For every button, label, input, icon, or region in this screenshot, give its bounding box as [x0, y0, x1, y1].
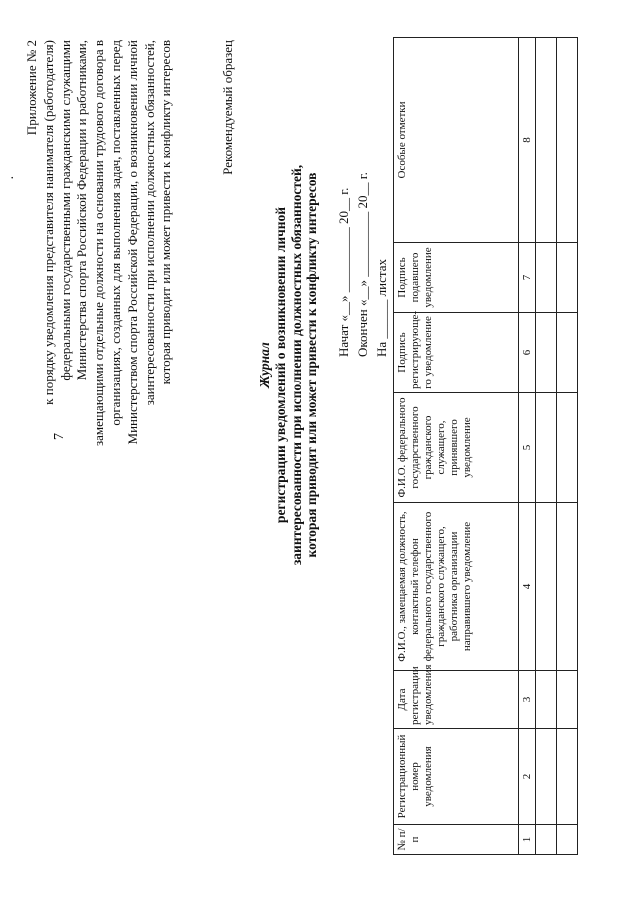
- journal-dates: [334, 172, 391, 357]
- table-cell: [557, 243, 578, 313]
- column-number: 1: [519, 825, 536, 855]
- table-header-cell: Подпись подавшего уведомление: [394, 243, 519, 313]
- journal-title: Журнал: [257, 342, 272, 388]
- journal-subtitle-line: которая приводит или может привести к конфликту интересов: [304, 172, 320, 558]
- table-header-cell: Регистрационный номер уведомления: [394, 729, 519, 825]
- column-number: 5: [519, 393, 536, 503]
- table-cell: [536, 313, 557, 393]
- journal-title-block: [257, 155, 320, 575]
- table-cell: [557, 729, 578, 825]
- table-cell: [536, 671, 557, 729]
- table-cell: [557, 503, 578, 671]
- table-header-cell: Дата регистрации уведомления: [394, 671, 519, 729]
- table-cell: [536, 503, 557, 671]
- table-row: [557, 38, 578, 855]
- column-number: 3: [519, 671, 536, 729]
- date-finished: Окончен «__» __________ 20__ г.: [355, 172, 370, 357]
- appendix-line: Министерства спорта Российской Федерации и работниками,: [74, 40, 90, 381]
- table-cell: [557, 671, 578, 729]
- table-header-row: [394, 38, 519, 855]
- table-cell: [557, 825, 578, 855]
- table-cell: [536, 38, 557, 243]
- appendix-line: Приложение № 2: [24, 40, 39, 136]
- appendix-line: Министерством спорта Российской Федерации, о возникновении личной: [124, 40, 140, 445]
- table-cell: [557, 313, 578, 393]
- table-number-row: [519, 38, 536, 855]
- table-cell: [536, 243, 557, 313]
- column-number: 4: [519, 503, 536, 671]
- appendix-line: федеральными государственными гражданскими служащими: [57, 40, 73, 381]
- table-header-cell: Особые отметки: [394, 38, 519, 243]
- date-started: Начат «__» __________ 20__ г.: [336, 187, 351, 357]
- column-number: 2: [519, 729, 536, 825]
- table-header-cell: Ф.И.О., замещаемая должность, контактный телефон федерального государственного гражданского служащего, работника организации направившего уведомление: [394, 503, 519, 671]
- table-cell: [536, 825, 557, 855]
- table-row: [536, 38, 557, 855]
- table-cell: [536, 729, 557, 825]
- appendix-line: которая приводит или может привести к конфликту интересов: [158, 40, 174, 385]
- appendix-header: [24, 40, 175, 660]
- journal-subtitle-line: заинтересованности при исполнении должностных обязанностей,: [288, 164, 304, 566]
- table-cell: [557, 38, 578, 243]
- sheet-count: На ______ листах: [374, 259, 389, 357]
- column-number: 6: [519, 313, 536, 393]
- table-cell: [536, 393, 557, 503]
- appendix-line: замещающими отдельные должности на основании трудового договора в: [91, 40, 107, 446]
- column-number: 8: [519, 38, 536, 243]
- column-number: 7: [519, 243, 536, 313]
- table-header-cell: № п/п: [394, 825, 519, 855]
- appendix-line: заинтересованности при исполнении должностных обязанностей,: [141, 40, 157, 406]
- page-number: 7: [52, 433, 67, 440]
- appendix-line: к порядку уведомления представителя нанимателя (работодателя): [40, 40, 56, 405]
- appendix-line: организациях, созданных для выполнения задач, поставленных перед: [107, 40, 123, 426]
- stray-mark: ·: [6, 175, 21, 180]
- journal-subtitle-line: регистрации уведомлений о возникновении личной: [272, 206, 288, 524]
- registration-table: [393, 37, 578, 855]
- table-cell: [557, 393, 578, 503]
- table-header-cell: Ф.И.О. федерального государственного гражданского служащего, принявшего уведомление: [394, 393, 519, 503]
- table-header-cell: Подпись регистрирующе-го уведомление: [394, 313, 519, 393]
- sample-label: Рекомендуемый образец: [220, 40, 235, 175]
